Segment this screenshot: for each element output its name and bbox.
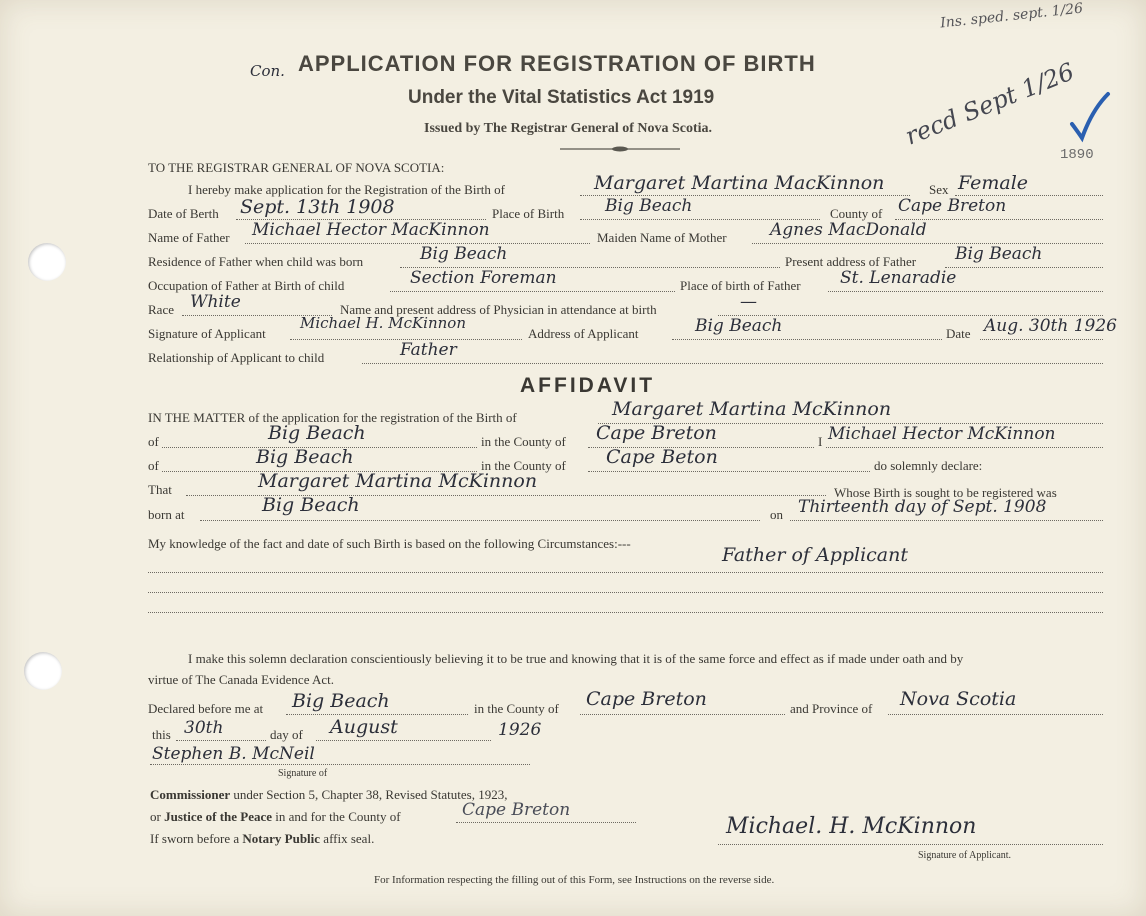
address-value: Big Beach [695,316,783,336]
form-subtitle: Under the Vital Statistics Act 1919 [408,87,715,108]
field-line [245,243,590,244]
declared-label: Declared before me at [148,701,264,716]
mother-label: Maiden Name of Mother [597,230,727,245]
or-label: or [150,809,161,824]
salutation: TO THE REGISTRAR GENERAL OF NOVA SCOTIA: [148,160,445,175]
field-line [148,592,1103,593]
whose-label: Whose Birth is sought to be registered was [834,485,1057,500]
county2-value: Cape Beton [606,446,718,468]
signature-value: Michael H. McKinnon [300,314,466,332]
physician-label: Name and present address of Physician in attendance at birth [340,302,657,317]
notary-bold: Notary Public [242,831,321,846]
present-address-value: Big Beach [955,244,1043,264]
issued-by: Issued by The Registrar General of Nova Scotia. [424,121,713,136]
field-line [580,714,785,715]
intro-label: I hereby make application for the Registration of the Birth of [188,182,505,197]
day-value: 30th [184,718,224,738]
of1-label: of [148,434,159,449]
field-line [150,764,530,765]
county3-label: in the County of [474,701,559,716]
county-value: Cape Breton [898,196,1007,216]
province-value: Nova Scotia [900,688,1017,710]
county1-label: in the County of [481,434,566,449]
father-value: Michael Hector MacKinnon [252,220,490,240]
field-line [390,291,675,292]
field-line [286,714,468,715]
i-label: I [818,434,823,449]
sex-label: Sex [929,182,949,197]
father-birthplace-value: St. Lenaradie [840,268,957,288]
commissioner-bold: Commissioner [150,787,231,802]
race-label: Race [148,302,174,317]
applicant-signature-label: Signature of Applicant. [918,850,1012,861]
solemn-line-1: I make this solemn declaration conscientiously believing it to be true and knowing that it is of the same force and effect as if made under oath and by [188,651,964,666]
field-line [945,267,1103,268]
res-father-label: Residence of Father when child was born [148,254,364,269]
field-line [316,740,491,741]
relationship-label: Relationship of Applicant to child [148,350,325,365]
solemn-line-2: virtue of The Canada Evidence Act. [148,672,335,687]
of2-value: Big Beach [256,446,354,468]
declared-value: Big Beach [292,690,390,712]
field-line [200,520,760,521]
matter-label: IN THE MATTER of the application for the registration of the Birth of [148,410,517,425]
relationship-value: Father [400,340,457,360]
this-label: this [152,727,171,742]
field-line [588,471,870,472]
year-value: 1926 [498,720,542,740]
pob-label: Place of Birth [492,206,565,221]
pob-value: Big Beach [605,196,693,216]
matter-value: Margaret Martina McKinnon [612,398,892,420]
justice-county-value: Cape Breton [462,800,571,820]
county2-label: in the County of [481,458,566,473]
born-value: Big Beach [262,494,360,516]
field-line [672,339,942,340]
check-mark-icon [1068,90,1112,150]
field-line [176,740,266,741]
annotation-received: recd Sept 1/26 [901,57,1079,151]
county-label: County of [830,206,883,221]
i-value: Michael Hector McKinnon [828,424,1056,444]
annotation-top: Ins. sped. sept. 1/26 [939,0,1084,32]
commissioner-signature: Stephen B. McNeil [152,744,315,764]
county3-value: Cape Breton [586,688,707,710]
date-label: Date [946,326,971,341]
field-line [828,291,1103,292]
footer-note: For Information respecting the filling out of this Form, see Instructions on the reverse side. [374,874,775,886]
notary-post: affix seal. [323,831,375,846]
field-line [826,447,1103,448]
child-name-value: Margaret Martina MacKinnon [594,172,885,194]
on-value: Thirteenth day of Sept. 1908 [798,497,1047,517]
mother-value: Agnes MacDonald [770,220,927,240]
dob-label: Date of Berth [148,206,219,221]
month-value: August [330,716,398,738]
field-line [148,572,1103,573]
born-label: born at [148,507,185,522]
punch-hole [24,652,62,690]
field-line [752,243,1103,244]
signature-of-label: Signature of [278,768,328,779]
field-line [888,714,1103,715]
res-father-value: Big Beach [420,244,508,264]
that-label: That [148,482,172,497]
date-value: Aug. 30th 1926 [984,316,1117,336]
sex-value: Female [958,172,1029,194]
occupation-value: Section Foreman [410,268,557,288]
number-stamp: 1890 [1060,147,1094,163]
that-value: Margaret Martina McKinnon [258,470,538,492]
title-prefix-handwritten: Con. [250,62,285,80]
knowledge-value: Father of Applicant [722,544,909,566]
declare-label: do solemnly declare: [874,458,983,473]
race-value: White [190,292,241,312]
notary-pre: If sworn before a [150,831,240,846]
physician-value: — [740,292,757,312]
signature-label: Signature of Applicant [148,326,266,341]
justice-text: in and for the County of [275,809,401,824]
justice-bold: Justice of the Peace [164,809,273,824]
field-line [980,339,1103,340]
field-line [790,520,1103,521]
on-label: on [770,507,783,522]
dob-value: Sept. 13th 1908 [240,196,395,218]
of2-label: of [148,458,159,473]
of1-value: Big Beach [268,422,366,444]
form-title: APPLICATION FOR REGISTRATION OF BIRTH [298,51,816,76]
day-label: day of [270,727,303,742]
father-label: Name of Father [148,230,230,245]
field-line [456,822,636,823]
commissioner-text: under Section 5, Chapter 38, Revised Statutes, 1923, [233,787,508,802]
field-line [362,363,1103,364]
knowledge-label: My knowledge of the fact and date of such Birth is based on the following Circumstances:--- [148,536,631,551]
punch-hole [28,243,66,281]
divider-ornament [560,146,680,152]
present-address-label: Present address of Father [785,254,917,269]
applicant-signature: Michael. H. McKinnon [726,814,977,839]
father-birthplace-label: Place of birth of Father [680,278,801,293]
affidavit-heading: AFFIDAVIT [520,374,656,397]
field-line [718,844,1103,845]
address-label: Address of Applicant [528,326,639,341]
province-label: and Province of [790,701,873,716]
field-line [148,612,1103,613]
occupation-label: Occupation of Father at Birth of child [148,278,345,293]
county1-value: Cape Breton [596,422,717,444]
